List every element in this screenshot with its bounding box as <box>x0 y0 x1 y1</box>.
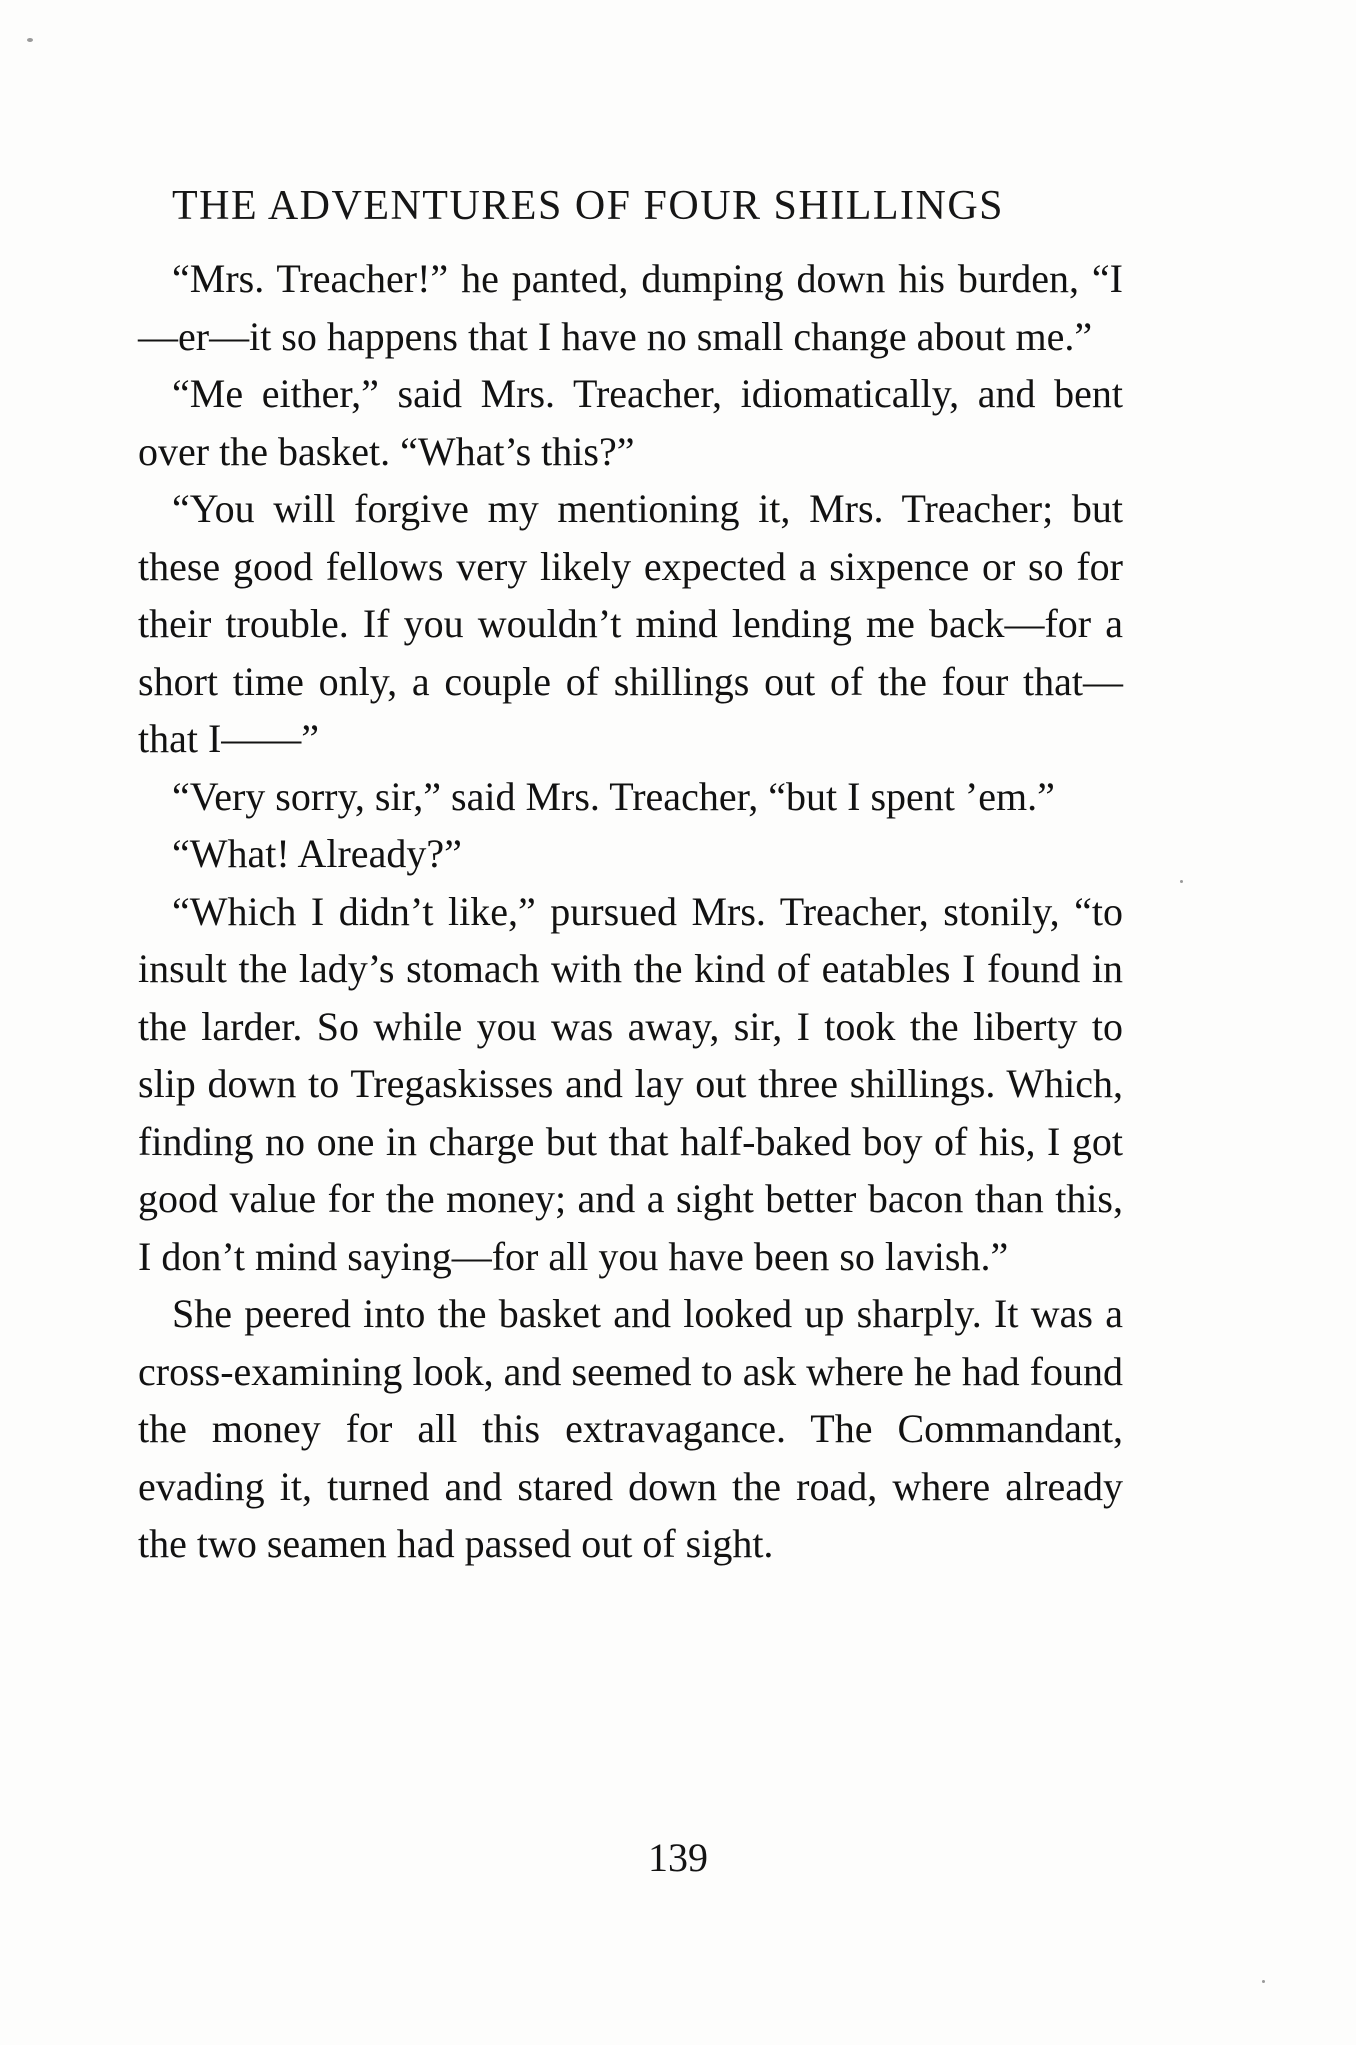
paragraph: “What! Already?” <box>172 831 462 876</box>
body-text <box>138 250 1123 1573</box>
paragraph: “Which I didn’t like,” pursued Mrs. Treacher, stonily, “to insult the lady’s stomach with the kind of eatables I found in the larder. So while you was away, sir, I took the liberty to slip down to Tregaskisses and lay out three shillings. Which, finding no one in charge but that half-baked boy of his, I got good value for the money; and a sight better bacon than this, I don’t mind saying—for all you have been so lavish.” <box>138 888 1123 1279</box>
paragraph: “Mrs. Treacher!” he panted, dumping down his burden, “I—er—it so happens that I have no small change about me.” <box>138 256 1123 359</box>
print-speck <box>1262 1980 1265 1983</box>
paragraph: “Very sorry, sir,” said Mrs. Treacher, “but I spent ’em.” <box>172 773 1055 819</box>
paragraph: “Me either,” said Mrs. Treacher, idiomatically, and bent over the basket. “What’s this?” <box>138 371 1123 474</box>
print-speck <box>27 38 33 42</box>
page-number: 139 <box>648 1835 708 1880</box>
paragraph: She peered into the basket and looked up sharply. It was a cross-examining look, and seemed to ask where he had found the money for all this extravagance. The Commandant, evading it, turned and stared down the road, where already the two seamen had passed out of sight. <box>138 1291 1123 1566</box>
paragraph: “You will forgive my mentioning it, Mrs. Treacher; but these good fellows very likely expected a sixpence or so for their trouble. If you wouldn’t mind lending me back—for a short time only, a couple of shillings out of the four that—that I——” <box>138 486 1123 761</box>
running-head: THE ADVENTURES OF FOUR SHILLINGS <box>172 183 1005 229</box>
print-speck <box>1180 880 1183 883</box>
